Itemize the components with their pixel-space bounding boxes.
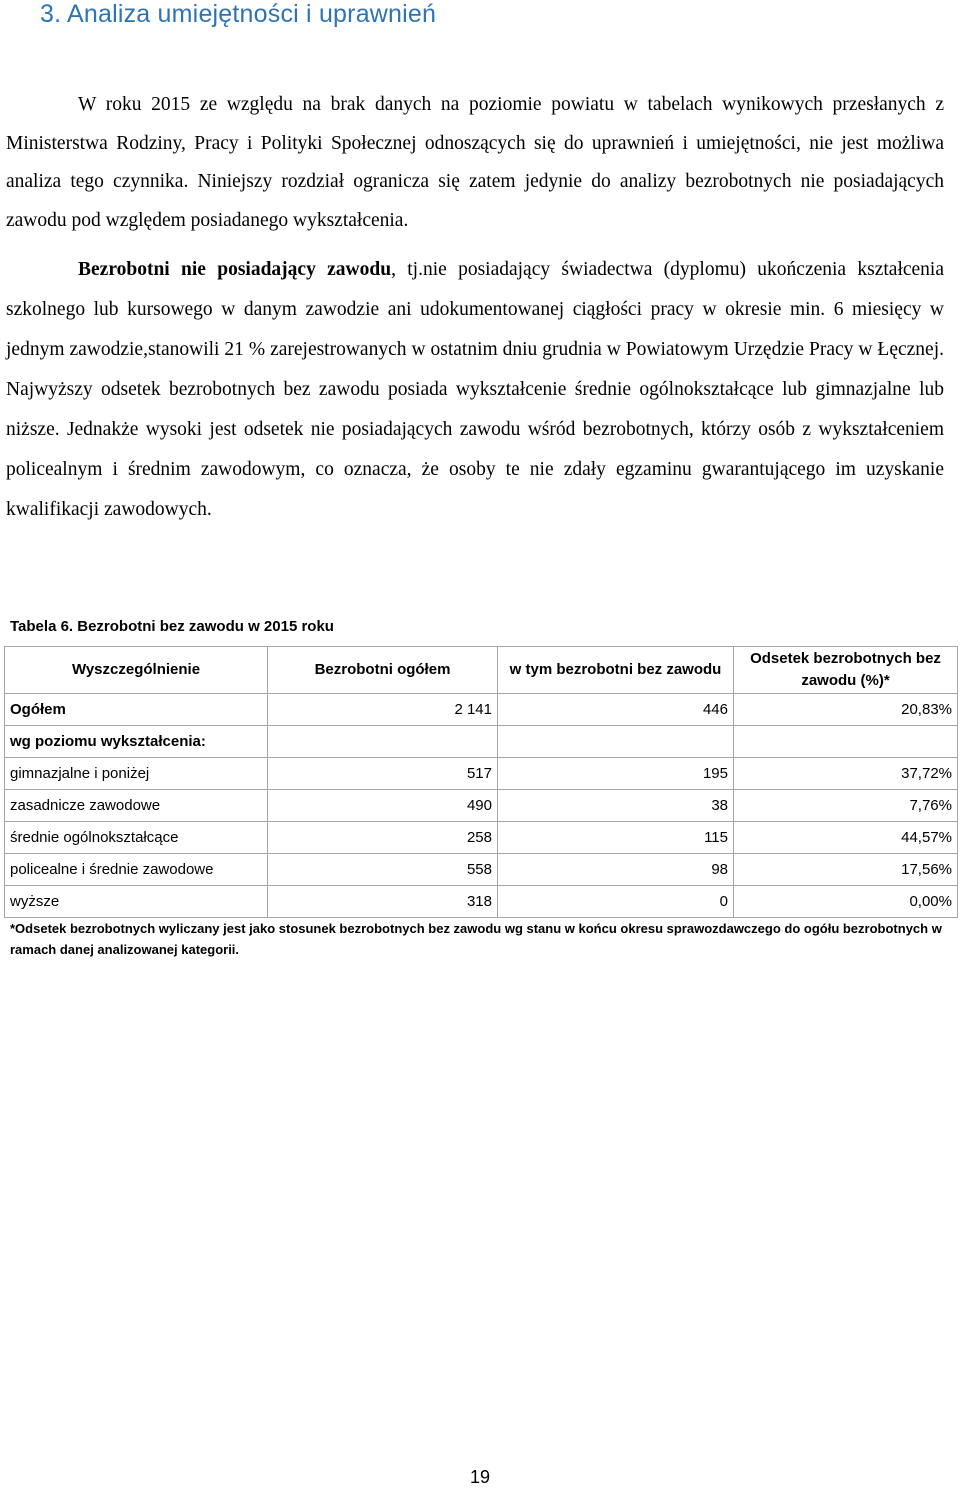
intro-paragraph: W roku 2015 ze względu na brak danych na poziomie powiatu w tabelach wynikowych przesłanych z Ministerstwa Rodziny, Pracy i Polityki Społecznej odnoszących się do uprawnień i umiejętności, nie jest możliwa analiza tego czynnika. Niniejszy rozdział ogranicza się zatem jedynie do analizy bezrobotnych nie posiadających zawodu pod względem posiadanego wykształcenia. <box>6 94 944 231</box>
cell-total-unemployed: 490 <box>268 790 498 822</box>
analysis-lead-term: Bezrobotni nie posiadający zawodu <box>78 259 392 280</box>
cell-percentage: 44,57% <box>734 822 958 854</box>
table-row-section <box>5 726 958 758</box>
row-label: średnie ogólnokształcące <box>5 822 268 854</box>
cell-without-profession: 98 <box>498 854 734 886</box>
analysis-text: , tj.nie posiadający świadectwa (dyplomu) ukończenia kształcenia szkolnego lub kursowego w danym zawodzie ani udokumentowanej ciągłości pracy w okresie min. 6 miesięcy w jednym zawodzie,stanowili 21 % zarejestrowanych w ostatnim dniu grudnia w Powiatowym Urzędzie Pracy w Łęcznej. Najwyższy odsetek bezrobotnych bez zawodu posiada wykształcenie średnie ogólnokształcące lub gimnazjalne lub niższe. Jednakże wysoki jest odsetek nie posiadających zawodu wśród bezrobotnych, którzy osób z wykształceniem policealnym i średnim zawodowym, co oznacza, że osoby te nie zdały egzaminu gwarantującego im uzyskanie kwalifikacji zawodowych. <box>6 259 944 520</box>
column-header: Odsetek bezrobotnych bez zawodu (%)* <box>734 647 958 694</box>
cell-without-profession: 446 <box>498 694 734 726</box>
section-label: wg poziomu wykształcenia: <box>5 726 268 758</box>
table-caption: Tabela 6. Bezrobotni bez zawodu w 2015 roku <box>10 618 334 635</box>
row-label: wyższe <box>5 886 268 918</box>
cell-without-profession: 38 <box>498 790 734 822</box>
row-label: zasadnicze zawodowe <box>5 790 268 822</box>
cell-total-unemployed: 517 <box>268 758 498 790</box>
row-label: gimnazjalne i poniżej <box>5 758 268 790</box>
table-row <box>5 854 958 886</box>
cell-percentage: 0,00% <box>734 886 958 918</box>
page-number: 19 <box>469 1467 491 1487</box>
column-header: Wyszczególnienie <box>5 647 268 694</box>
table-row <box>5 758 958 790</box>
table-footnote: *Odsetek bezrobotnych wyliczany jest jako stosunek bezrobotnych bez zawodu wg stanu w końcu okresu sprawozdawczego do ogółu bezrobotnych w ramach danej analizowanej kategorii. <box>10 921 942 957</box>
table-header-row <box>5 647 958 694</box>
table-row-total <box>5 694 958 726</box>
cell-total-unemployed: 318 <box>268 886 498 918</box>
table-row <box>5 822 958 854</box>
cell-total-unemployed: 258 <box>268 822 498 854</box>
table-row <box>5 886 958 918</box>
cell-without-profession: 0 <box>498 886 734 918</box>
unemployed-without-profession-table <box>4 646 958 918</box>
column-header: Bezrobotni ogółem <box>268 647 498 694</box>
cell-without-profession: 115 <box>498 822 734 854</box>
analysis-paragraph <box>6 250 944 530</box>
cell-percentage: 20,83% <box>734 694 958 726</box>
cell-percentage: 37,72% <box>734 758 958 790</box>
row-label: Ogółem <box>5 694 268 726</box>
cell-total-unemployed: 2 141 <box>268 694 498 726</box>
section-heading: 3. Analiza umiejętności i uprawnień <box>40 0 437 28</box>
row-label: policealne i średnie zawodowe <box>5 854 268 886</box>
cell-percentage: 17,56% <box>734 854 958 886</box>
column-header: w tym bezrobotni bez zawodu <box>498 647 734 694</box>
table-row <box>5 790 958 822</box>
cell-percentage: 7,76% <box>734 790 958 822</box>
cell-total-unemployed: 558 <box>268 854 498 886</box>
cell-without-profession: 195 <box>498 758 734 790</box>
